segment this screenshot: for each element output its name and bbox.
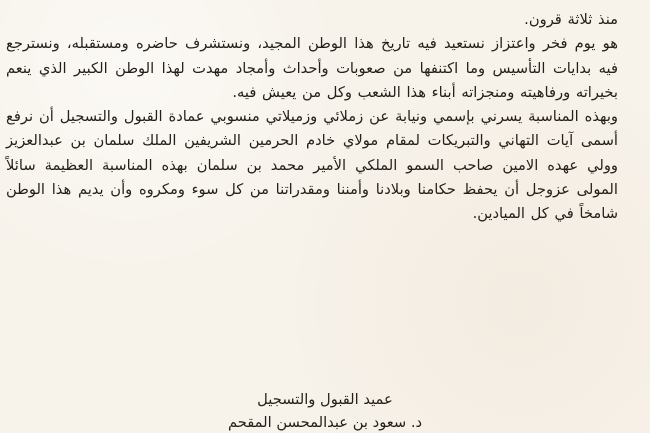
opening-line: منذ ثلاثة قرون. bbox=[524, 11, 618, 28]
signature-block bbox=[0, 388, 650, 433]
signature-name: د. سعود بن عبدالمحسن المقحم bbox=[227, 414, 423, 431]
paragraph-1: هو يوم فخر واعتزاز نستعيد فيه تاريخ هذا الوطن المجيد، ونستشرف حاضره ومستقبله، ونسترجع فيه بدايات التأسيس وما اكتنفها من صعوبات وأحداث وأمجاد مهدت لهذا الوطن الكبير الذي ينعم بخيراته ورفاهيته ومنجزاته أبناء هذا الشعب وكل من يعيش فيه. bbox=[6, 35, 618, 101]
paragraph-2: وبهذه المناسبة يسرني بإسمي ونيابة عن زملائي وزميلاتي منسوبي عمادة القبول والتسجيل أن نرفع أسمى آيات التهاني والتبريكات لمقام مولاي خادم الحرمين الشريفين الملك سلمان بن عبدالعزيز وولي عهده الامين صاحب السمو الملكي الأمير محمد بن سلمان بهذه المناسبة العظيمة سائلاً المولى عزوجل أن يحفظ حكامنا وبلادنا وأمننا ومقدراتنا من كل سوء ومكروه وأن يديم هذا الوطن شامخاً في كل الميادين. bbox=[6, 108, 618, 223]
letter-body bbox=[6, 8, 618, 227]
signature-title: عميد القبول والتسجيل bbox=[257, 391, 393, 408]
